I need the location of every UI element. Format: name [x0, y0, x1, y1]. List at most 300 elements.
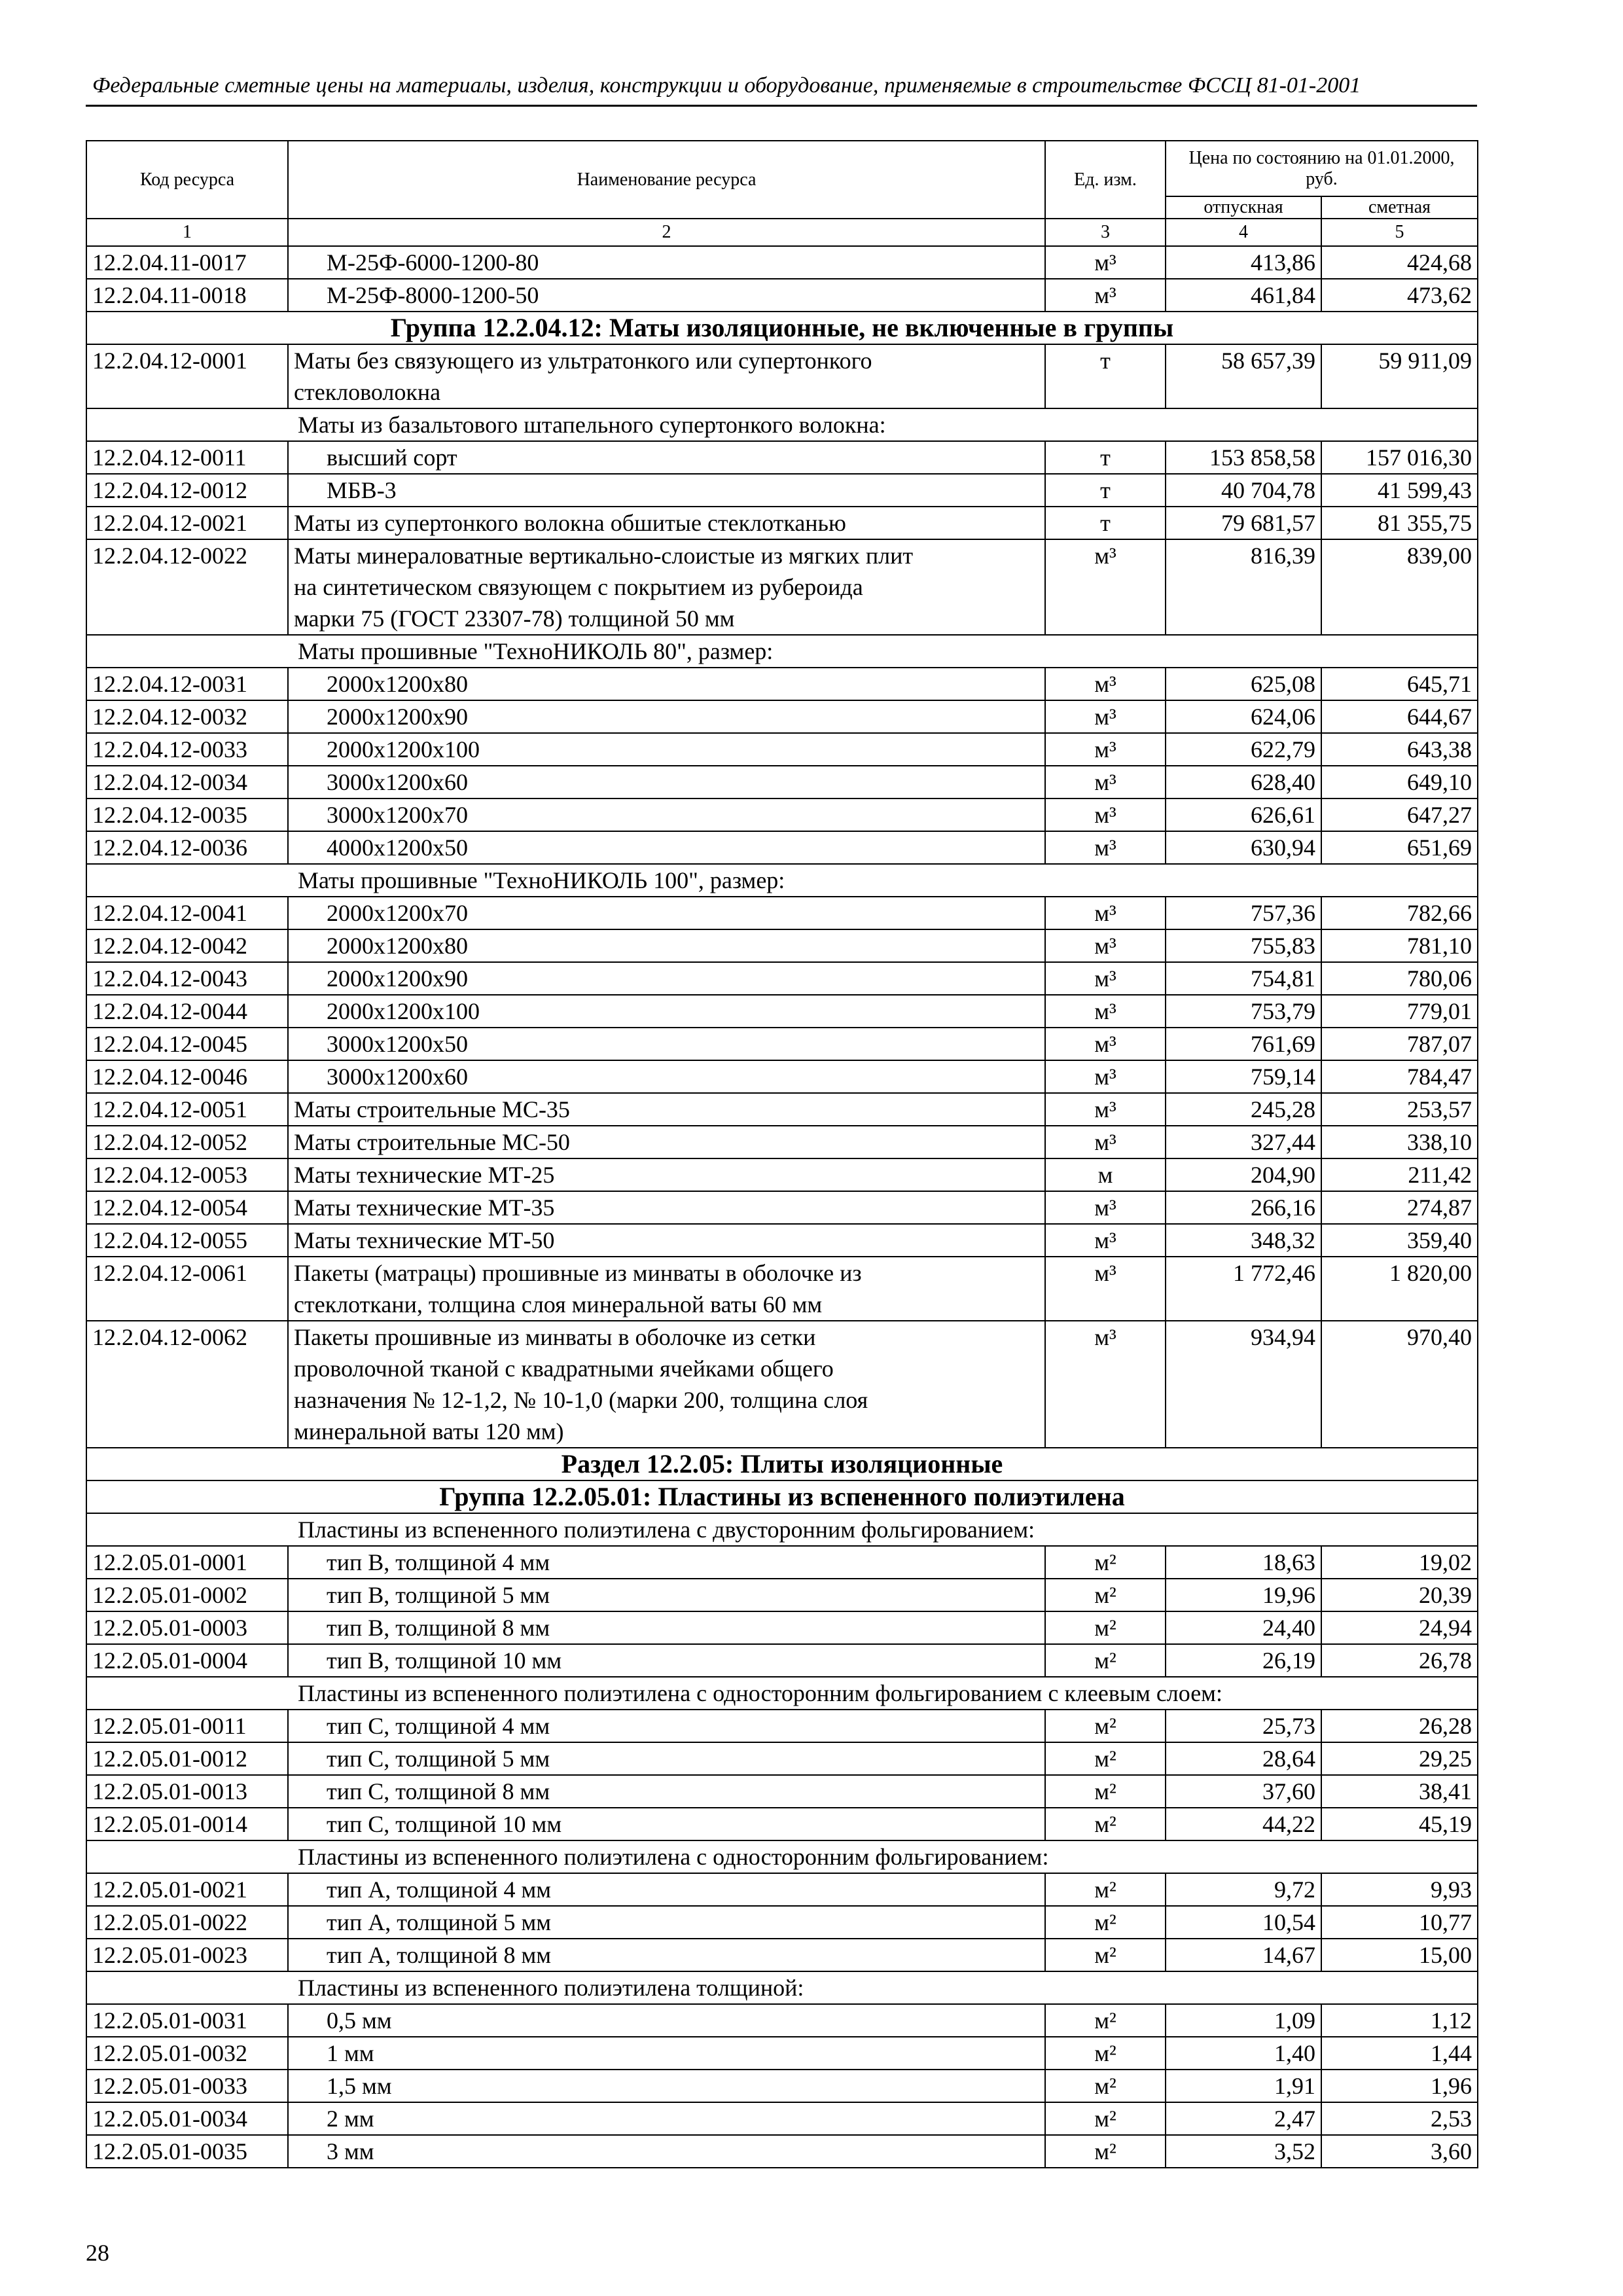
subheading: Маты прошивные "ТехноНИКОЛЬ 100", размер:: [86, 864, 1478, 897]
resource-name: [288, 1257, 1045, 1321]
resource-name-line: проволочной тканой с квадратными ячейками общего: [294, 1355, 834, 1382]
header-name: Наименование ресурса: [288, 141, 1045, 219]
resource-name-line: стеклоткани, толщина слоя минеральной ваты 60 мм: [294, 1291, 823, 1318]
resource-name: [288, 962, 1045, 995]
resource-name-line: Маты без связующего из ультратонкого или супертонкого: [294, 348, 872, 374]
resource-name-line: тип С, толщиной 8 мм: [327, 1778, 550, 1804]
resource-name: [288, 344, 1045, 408]
resource-code: 12.2.04.12-0033: [86, 733, 288, 766]
resource-code: 12.2.05.01-0013: [86, 1775, 288, 1808]
resource-name-line: тип А, толщиной 8 мм: [327, 1942, 552, 1968]
release-price: 628,40: [1166, 766, 1321, 798]
estimate-price: 1,44: [1321, 2037, 1478, 2070]
table-row: [86, 2037, 1478, 2070]
table-row: [86, 2070, 1478, 2102]
release-price: 40 704,78: [1166, 474, 1321, 507]
unit: м²: [1045, 1906, 1166, 1939]
group-heading: Раздел 12.2.05: Плиты изоляционные: [86, 1448, 1478, 1480]
resource-name-line: 3000x1200x60: [327, 1064, 468, 1090]
resource-name-line: назначения № 12-1,2, № 10-1,0 (марки 200, толщина слоя: [294, 1387, 868, 1413]
resource-name: [288, 831, 1045, 864]
release-price: 622,79: [1166, 733, 1321, 766]
unit: м³: [1045, 897, 1166, 929]
unit: м³: [1045, 1028, 1166, 1060]
unit: м³: [1045, 1191, 1166, 1224]
resource-name: [288, 246, 1045, 279]
resource-code: 12.2.04.12-0041: [86, 897, 288, 929]
resource-code: 12.2.05.01-0011: [86, 1710, 288, 1742]
resource-code: 12.2.04.12-0055: [86, 1224, 288, 1257]
table-row: [86, 2135, 1478, 2168]
release-price: 757,36: [1166, 897, 1321, 929]
resource-code: 12.2.04.12-0044: [86, 995, 288, 1028]
resource-name-line: 2000x1200x80: [327, 671, 468, 697]
estimate-price: 41 599,43: [1321, 474, 1478, 507]
resource-name: [288, 700, 1045, 733]
estimate-price: 970,40: [1321, 1321, 1478, 1448]
release-price: 24,40: [1166, 1611, 1321, 1644]
resource-code: 12.2.04.12-0001: [86, 344, 288, 408]
unit: м³: [1045, 1224, 1166, 1257]
resource-name: [288, 1742, 1045, 1775]
estimate-price: 1,12: [1321, 2004, 1478, 2037]
col-number: 2: [288, 219, 1045, 246]
resource-name: [288, 2135, 1045, 2168]
resource-name-line: тип В, толщиной 4 мм: [327, 1549, 550, 1575]
resource-code: 12.2.05.01-0004: [86, 1644, 288, 1677]
table-row: [86, 279, 1478, 312]
col-number: 1: [86, 219, 288, 246]
release-price: 755,83: [1166, 929, 1321, 962]
resource-name-line: 4000x1200x50: [327, 834, 468, 861]
estimate-price: 780,06: [1321, 962, 1478, 995]
resource-code: 12.2.05.01-0003: [86, 1611, 288, 1644]
unit: м²: [1045, 1775, 1166, 1808]
subheading: Маты из базальтового штапельного супертонкого волокна:: [86, 408, 1478, 441]
release-price: 413,86: [1166, 246, 1321, 279]
table-body: [86, 246, 1478, 2168]
release-price: 934,94: [1166, 1321, 1321, 1448]
release-price: 204,90: [1166, 1158, 1321, 1191]
resource-name: [288, 539, 1045, 635]
release-price: 1,09: [1166, 2004, 1321, 2037]
estimate-price: 779,01: [1321, 995, 1478, 1028]
subheading: Пластины из вспененного полиэтилена с односторонним фольгированием:: [86, 1840, 1478, 1873]
estimate-price: 211,42: [1321, 1158, 1478, 1191]
unit: м²: [1045, 2037, 1166, 2070]
resource-code: 12.2.04.12-0062: [86, 1321, 288, 1448]
table-row: [86, 1093, 1478, 1126]
resource-name: [288, 1224, 1045, 1257]
estimate-price: 1 820,00: [1321, 1257, 1478, 1321]
resource-name-line: Маты технические МТ-50: [294, 1227, 555, 1253]
estimate-price: 649,10: [1321, 766, 1478, 798]
resource-code: 12.2.05.01-0034: [86, 2102, 288, 2135]
header-code: Код ресурса: [86, 141, 288, 219]
subheading: Пластины из вспененного полиэтилена с двусторонним фольгированием:: [86, 1513, 1478, 1546]
resource-name-line: тип С, толщиной 10 мм: [327, 1811, 562, 1837]
release-price: 754,81: [1166, 962, 1321, 995]
header-price: Цена по состоянию на 01.01.2000, руб.: [1166, 141, 1478, 196]
resource-code: 12.2.05.01-0023: [86, 1939, 288, 1971]
resource-code: 12.2.04.12-0043: [86, 962, 288, 995]
resource-code: 12.2.04.12-0035: [86, 798, 288, 831]
resource-code: 12.2.04.12-0042: [86, 929, 288, 962]
estimate-price: 839,00: [1321, 539, 1478, 635]
table-row: [86, 766, 1478, 798]
resource-name: [288, 2102, 1045, 2135]
resource-name: [288, 1579, 1045, 1611]
unit: м³: [1045, 929, 1166, 962]
table-row: [86, 1742, 1478, 1775]
subheading-row: [86, 864, 1478, 897]
resource-code: 12.2.04.12-0036: [86, 831, 288, 864]
col-number: 4: [1166, 219, 1321, 246]
resource-name-line: МБВ-3: [327, 477, 397, 503]
resource-name: [288, 1191, 1045, 1224]
resource-code: 12.2.05.01-0002: [86, 1579, 288, 1611]
estimate-price: 473,62: [1321, 279, 1478, 312]
release-price: 44,22: [1166, 1808, 1321, 1840]
header-row: [86, 141, 1478, 196]
resource-name: [288, 441, 1045, 474]
table-row: [86, 1775, 1478, 1808]
release-price: 625,08: [1166, 668, 1321, 700]
resource-code: 12.2.04.12-0051: [86, 1093, 288, 1126]
subheading: Маты прошивные "ТехноНИКОЛЬ 80", размер:: [86, 635, 1478, 668]
resource-name-line: стекловолокна: [294, 379, 441, 405]
table-row: [86, 668, 1478, 700]
resource-name: [288, 1906, 1045, 1939]
estimate-price: 157 016,30: [1321, 441, 1478, 474]
resource-name-line: Маты строительные МС-35: [294, 1096, 570, 1122]
resource-code: 12.2.04.12-0012: [86, 474, 288, 507]
release-price: 816,39: [1166, 539, 1321, 635]
estimate-price: 338,10: [1321, 1126, 1478, 1158]
resource-code: 12.2.04.12-0061: [86, 1257, 288, 1321]
resource-name-line: Пакеты (матрацы) прошивные из минваты в оболочке из: [294, 1260, 862, 1286]
estimate-price: 59 911,09: [1321, 344, 1478, 408]
resource-code: 12.2.05.01-0031: [86, 2004, 288, 2037]
estimate-price: 10,77: [1321, 1906, 1478, 1939]
table-row: [86, 539, 1478, 635]
group-heading-row: [86, 312, 1478, 344]
table-row: [86, 1939, 1478, 1971]
table-row: [86, 831, 1478, 864]
resource-name-line: 2000x1200x80: [327, 933, 468, 959]
unit: м³: [1045, 962, 1166, 995]
release-price: 327,44: [1166, 1126, 1321, 1158]
estimate-price: 647,27: [1321, 798, 1478, 831]
release-price: 25,73: [1166, 1710, 1321, 1742]
resource-name-line: 1,5 мм: [327, 2073, 392, 2099]
resource-code: 12.2.05.01-0035: [86, 2135, 288, 2168]
table-row: [86, 344, 1478, 408]
estimate-price: 651,69: [1321, 831, 1478, 864]
table-row: [86, 1611, 1478, 1644]
unit: т: [1045, 474, 1166, 507]
release-price: 79 681,57: [1166, 507, 1321, 539]
table-row: [86, 1644, 1478, 1677]
resource-name: [288, 668, 1045, 700]
resource-name: [288, 2037, 1045, 2070]
table-row: [86, 246, 1478, 279]
table-row: [86, 1158, 1478, 1191]
resource-name-line: высший сорт: [327, 444, 457, 471]
release-price: 37,60: [1166, 1775, 1321, 1808]
table-row: [86, 474, 1478, 507]
resource-code: 12.2.04.12-0045: [86, 1028, 288, 1060]
estimate-price: 45,19: [1321, 1808, 1478, 1840]
table-row: [86, 1873, 1478, 1906]
resource-name-line: Маты строительные МС-50: [294, 1129, 570, 1155]
resource-code: 12.2.04.12-0034: [86, 766, 288, 798]
resource-name: [288, 766, 1045, 798]
table-row: [86, 1126, 1478, 1158]
table-row: [86, 798, 1478, 831]
resource-name: [288, 2070, 1045, 2102]
unit: м³: [1045, 1321, 1166, 1448]
unit: м³: [1045, 539, 1166, 635]
estimate-price: 1,96: [1321, 2070, 1478, 2102]
release-price: 266,16: [1166, 1191, 1321, 1224]
release-price: 624,06: [1166, 700, 1321, 733]
resource-name-line: 3000x1200x70: [327, 802, 468, 828]
table-row: [86, 1257, 1478, 1321]
table-row: [86, 1224, 1478, 1257]
subheading-row: [86, 1677, 1478, 1710]
page-number: 28: [86, 2240, 109, 2266]
subheading: Пластины из вспененного полиэтилена толщиной:: [86, 1971, 1478, 2004]
estimate-price: 19,02: [1321, 1546, 1478, 1579]
release-price: 759,14: [1166, 1060, 1321, 1093]
estimate-price: 26,28: [1321, 1710, 1478, 1742]
subheading-row: [86, 635, 1478, 668]
unit: м³: [1045, 246, 1166, 279]
header-release-price: отпускная: [1166, 196, 1321, 219]
unit: м: [1045, 1158, 1166, 1191]
table-row: [86, 441, 1478, 474]
table-row: [86, 700, 1478, 733]
resource-name-line: на синтетическом связующем с покрытием из рубероида: [294, 574, 863, 600]
release-price: 1 772,46: [1166, 1257, 1321, 1321]
table-row: [86, 1579, 1478, 1611]
resource-name-line: тип С, толщиной 4 мм: [327, 1713, 550, 1739]
release-price: 3,52: [1166, 2135, 1321, 2168]
resource-code: 12.2.05.01-0012: [86, 1742, 288, 1775]
table-row: [86, 929, 1478, 962]
release-price: 461,84: [1166, 279, 1321, 312]
unit: т: [1045, 507, 1166, 539]
resource-name-line: марки 75 (ГОСТ 23307-78) толщиной 50 мм: [294, 605, 735, 632]
header-unit: Ед. изм.: [1045, 141, 1166, 219]
column-numbers-row: [86, 219, 1478, 246]
table-row: [86, 1060, 1478, 1093]
table-row: [86, 2102, 1478, 2135]
release-price: 630,94: [1166, 831, 1321, 864]
release-price: 761,69: [1166, 1028, 1321, 1060]
resource-code: 12.2.05.01-0032: [86, 2037, 288, 2070]
table-row: [86, 995, 1478, 1028]
resource-name-line: 3 мм: [327, 2138, 374, 2164]
resource-name-line: 2000x1200x90: [327, 704, 468, 730]
unit: м²: [1045, 1939, 1166, 1971]
resource-name: [288, 1093, 1045, 1126]
table-row: [86, 2004, 1478, 2037]
unit: м³: [1045, 831, 1166, 864]
resource-name: [288, 1611, 1045, 1644]
unit: м³: [1045, 279, 1166, 312]
resource-name: [288, 1546, 1045, 1579]
release-price: 1,40: [1166, 2037, 1321, 2070]
estimate-price: 24,94: [1321, 1611, 1478, 1644]
resource-name: [288, 1775, 1045, 1808]
resource-code: 12.2.05.01-0021: [86, 1873, 288, 1906]
subheading: Пластины из вспененного полиэтилена с односторонним фольгированием с клеевым слоем:: [86, 1677, 1478, 1710]
resource-name: [288, 1939, 1045, 1971]
group-heading: Группа 12.2.05.01: Пластины из вспененного полиэтилена: [86, 1480, 1478, 1513]
estimate-price: 9,93: [1321, 1873, 1478, 1906]
running-header: Федеральные сметные цены на материалы, изделия, конструкции и оборудование, применяемые в строительстве ФССЦ 81-01-2001: [92, 73, 1361, 98]
estimate-price: 253,57: [1321, 1093, 1478, 1126]
resource-name: [288, 1158, 1045, 1191]
table-row: [86, 1028, 1478, 1060]
estimate-price: 644,67: [1321, 700, 1478, 733]
resource-code: 12.2.04.11-0017: [86, 246, 288, 279]
resource-name-line: минеральной ваты 120 мм): [294, 1418, 564, 1444]
table-row: [86, 507, 1478, 539]
unit: м²: [1045, 1611, 1166, 1644]
resource-name: [288, 1808, 1045, 1840]
group-heading: Группа 12.2.04.12: Маты изоляционные, не включенные в группы: [86, 312, 1478, 344]
resource-name: [288, 474, 1045, 507]
resource-name: [288, 1028, 1045, 1060]
estimate-price: 81 355,75: [1321, 507, 1478, 539]
resource-code: 12.2.04.12-0053: [86, 1158, 288, 1191]
estimate-price: 29,25: [1321, 1742, 1478, 1775]
release-price: 14,67: [1166, 1939, 1321, 1971]
estimate-price: 20,39: [1321, 1579, 1478, 1611]
resource-name-line: 2000x1200x100: [327, 998, 480, 1024]
resource-code: 12.2.04.12-0031: [86, 668, 288, 700]
unit: м³: [1045, 733, 1166, 766]
resource-name-line: 3000x1200x50: [327, 1031, 468, 1057]
unit: м²: [1045, 1579, 1166, 1611]
resource-name-line: тип А, толщиной 5 мм: [327, 1909, 552, 1935]
resource-code: 12.2.04.12-0022: [86, 539, 288, 635]
resource-name-line: тип В, толщиной 5 мм: [327, 1582, 550, 1608]
resource-name: [288, 798, 1045, 831]
unit: м³: [1045, 1093, 1166, 1126]
release-price: 26,19: [1166, 1644, 1321, 1677]
price-table: [86, 140, 1478, 2168]
unit: м²: [1045, 2102, 1166, 2135]
unit: т: [1045, 344, 1166, 408]
unit: м³: [1045, 700, 1166, 733]
estimate-price: 787,07: [1321, 1028, 1478, 1060]
resource-code: 12.2.04.12-0054: [86, 1191, 288, 1224]
unit: м²: [1045, 2070, 1166, 2102]
resource-code: 12.2.05.01-0001: [86, 1546, 288, 1579]
resource-code: 12.2.05.01-0022: [86, 1906, 288, 1939]
resource-name-line: тип В, толщиной 10 мм: [327, 1647, 562, 1674]
unit: м³: [1045, 1060, 1166, 1093]
release-price: 19,96: [1166, 1579, 1321, 1611]
estimate-price: 424,68: [1321, 246, 1478, 279]
unit: м³: [1045, 995, 1166, 1028]
unit: м²: [1045, 1873, 1166, 1906]
subheading-row: [86, 1971, 1478, 2004]
release-price: 9,72: [1166, 1873, 1321, 1906]
resource-name-line: М-25Ф-6000-1200-80: [327, 249, 539, 276]
table-row: [86, 1710, 1478, 1742]
resource-name: [288, 995, 1045, 1028]
unit: м³: [1045, 798, 1166, 831]
subheading-row: [86, 1513, 1478, 1546]
group-heading-row: [86, 1480, 1478, 1513]
estimate-price: 784,47: [1321, 1060, 1478, 1093]
resource-name-line: тип А, толщиной 4 мм: [327, 1876, 552, 1903]
table-row: [86, 1321, 1478, 1448]
unit: м²: [1045, 2004, 1166, 2037]
estimate-price: 643,38: [1321, 733, 1478, 766]
resource-code: 12.2.05.01-0033: [86, 2070, 288, 2102]
estimate-price: 274,87: [1321, 1191, 1478, 1224]
release-price: 28,64: [1166, 1742, 1321, 1775]
header-estimate-price: сметная: [1321, 196, 1478, 219]
resource-code: 12.2.04.11-0018: [86, 279, 288, 312]
release-price: 626,61: [1166, 798, 1321, 831]
unit: м²: [1045, 1546, 1166, 1579]
estimate-price: 3,60: [1321, 2135, 1478, 2168]
table-row: [86, 1906, 1478, 1939]
unit: м²: [1045, 1710, 1166, 1742]
resource-name-line: Маты минераловатные вертикально-слоистые из мягких плит: [294, 543, 914, 569]
release-price: 10,54: [1166, 1906, 1321, 1939]
resource-name: [288, 507, 1045, 539]
release-price: 2,47: [1166, 2102, 1321, 2135]
col-number: 3: [1045, 219, 1166, 246]
table-row: [86, 1191, 1478, 1224]
release-price: 245,28: [1166, 1093, 1321, 1126]
resource-name-line: 2000x1200x100: [327, 736, 480, 762]
release-price: 58 657,39: [1166, 344, 1321, 408]
estimate-price: 781,10: [1321, 929, 1478, 962]
release-price: 753,79: [1166, 995, 1321, 1028]
resource-name: [288, 929, 1045, 962]
resource-code: 12.2.04.12-0032: [86, 700, 288, 733]
resource-name: [288, 1710, 1045, 1742]
resource-name-line: М-25Ф-8000-1200-50: [327, 282, 539, 308]
resource-code: 12.2.05.01-0014: [86, 1808, 288, 1840]
resource-code: 12.2.04.12-0011: [86, 441, 288, 474]
resource-name: [288, 1126, 1045, 1158]
subheading-row: [86, 408, 1478, 441]
unit: м³: [1045, 668, 1166, 700]
estimate-price: 782,66: [1321, 897, 1478, 929]
resource-name-line: 2 мм: [327, 2106, 374, 2132]
resource-name: [288, 2004, 1045, 2037]
estimate-price: 2,53: [1321, 2102, 1478, 2135]
table-row: [86, 733, 1478, 766]
resource-code: 12.2.04.12-0052: [86, 1126, 288, 1158]
estimate-price: 15,00: [1321, 1939, 1478, 1971]
unit: м²: [1045, 2135, 1166, 2168]
resource-name: [288, 733, 1045, 766]
resource-name-line: 0,5 мм: [327, 2007, 392, 2034]
estimate-price: 38,41: [1321, 1775, 1478, 1808]
unit: т: [1045, 441, 1166, 474]
